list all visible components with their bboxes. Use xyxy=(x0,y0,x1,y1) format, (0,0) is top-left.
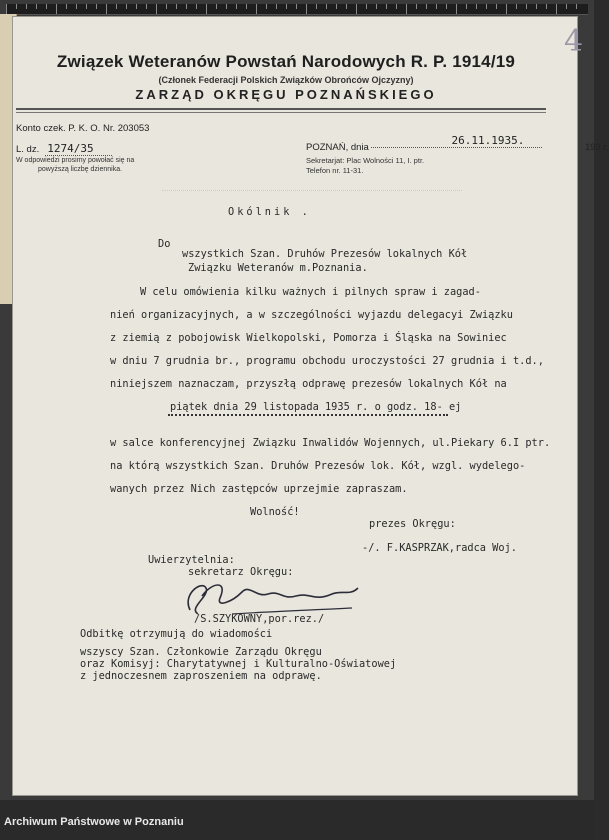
ruler-tick xyxy=(176,4,177,9)
ruler-tick xyxy=(166,4,167,9)
ruler-tick xyxy=(126,4,127,9)
ruler-tick xyxy=(526,4,527,9)
place-date xyxy=(306,134,609,153)
addressee-prefix: Do xyxy=(158,238,171,250)
handwritten-signature-icon xyxy=(172,574,372,618)
ruler-tick xyxy=(306,4,307,14)
letterhead-rule-thin xyxy=(16,112,546,113)
date-value: 26.11.1935. xyxy=(371,134,542,148)
ruler-tick xyxy=(416,4,417,9)
ruler-tick xyxy=(296,4,297,9)
faint-stamp-trace xyxy=(162,180,462,191)
ruler-tick xyxy=(146,4,147,9)
ruler-tick xyxy=(376,4,377,9)
ruler-tick xyxy=(256,4,257,14)
ref-number xyxy=(16,142,112,155)
ruler-tick xyxy=(336,4,337,9)
ruler-tick xyxy=(456,4,457,14)
place-label: POZNAŃ, dnia xyxy=(306,142,369,153)
ruler-tick xyxy=(486,4,487,9)
ruler-tick xyxy=(286,4,287,9)
ruler-tick xyxy=(26,4,27,9)
secretary-title: sekretarz Okręgu: xyxy=(188,566,294,578)
letterhead-office: ZARZĄD OKRĘGU POZNAŃSKIEGO xyxy=(135,87,437,102)
closing: Wolność! xyxy=(250,506,300,518)
archive-label: Archiwum Państwowe w Poznaniu xyxy=(4,816,184,828)
ruler-tick xyxy=(556,4,557,14)
copy-line: z jednoczesnem zaproszeniem na odprawę. xyxy=(80,670,322,682)
ruler-tick xyxy=(216,4,217,9)
letterhead-subtitle: (Członek Federacji Polskich Związków Obrońców Ojczyzny) xyxy=(158,75,414,85)
addressee-line: Związku Weteranów m.Poznania. xyxy=(188,262,368,274)
ruler-tick xyxy=(36,4,37,9)
ruler-tick xyxy=(316,4,317,9)
secretariat-address: Sekretarjat: Plac Wolności 11, I. ptr. xyxy=(306,156,425,165)
phone-number: Telefon nr. 11-31. xyxy=(306,166,364,175)
ruler-tick xyxy=(346,4,347,9)
ruler-tick xyxy=(356,4,357,14)
copy-line: wszyscy Szan. Członkowie Zarządu Okręgu xyxy=(80,646,322,658)
body-line: w dniu 7 grudnia br., programu obchodu uroczystości 27 grudnia i t.d., xyxy=(110,355,544,367)
bank-account: Konto czek. P. K. O. Nr. 203053 xyxy=(16,123,150,134)
body-line: na którą wszystkich Szan. Druhów Prezesów lok. Kół, wzgl. wydelego- xyxy=(110,460,526,472)
ruler-tick xyxy=(426,4,427,9)
secretary-name: /S.SZYKOWNY,por.rez./ xyxy=(194,613,325,625)
ruler-tick xyxy=(396,4,397,9)
ruler-tick xyxy=(156,4,157,14)
copy-line: oraz Komisyj: Charytatywnej i Kulturalno-Oświatowej xyxy=(80,658,397,670)
ruler-tick xyxy=(6,4,7,14)
president-signature: -/. F.KASPRZAK,radca Woj. xyxy=(362,542,517,554)
page-number-mark: 4 xyxy=(564,24,584,59)
ruler-tick xyxy=(236,4,237,9)
circular-heading: Okólnik . xyxy=(228,206,311,218)
ruler-tick xyxy=(76,4,77,9)
ruler-tick xyxy=(576,4,577,9)
ruler-tick xyxy=(96,4,97,9)
ruler-tick xyxy=(366,4,367,9)
ruler-tick xyxy=(496,4,497,9)
ref-value: 1274/35 xyxy=(45,142,111,156)
ruler-tick xyxy=(266,4,267,9)
body-line: niniejszem naznaczam, przyszłą odprawę prezesów lokalnych Kół na xyxy=(110,378,507,390)
meeting-underline xyxy=(168,414,448,416)
ruler-tick xyxy=(106,4,107,14)
ruler-tick xyxy=(386,4,387,9)
ruler-tick xyxy=(66,4,67,9)
letterhead-rule xyxy=(16,108,546,110)
meeting-date: piątek dnia 29 listopada 1935 r. o godz. 18- ej xyxy=(170,401,462,413)
ruler-tick xyxy=(436,4,437,9)
ruler-tick xyxy=(206,4,207,14)
ruler-tick xyxy=(226,4,227,9)
body-line: nień organizacyjnych, a w szczególności wyjazdu delegacyi Związku xyxy=(110,309,513,321)
reply-note-line: powyższą liczbę dziennika. xyxy=(38,166,123,173)
ruler-tick xyxy=(406,4,407,14)
body-line: w salce konferencyjnej Związku Inwalidów Wojennych, ul.Piekary 6.I ptr. xyxy=(110,437,551,449)
ruler-tick xyxy=(16,4,17,9)
footer-bar xyxy=(0,800,594,840)
ruler-tick xyxy=(326,4,327,9)
ruler-tick xyxy=(46,4,47,9)
body-line: W celu omówienia kilku ważnych i pilnych spraw i zagad- xyxy=(140,286,481,298)
ruler-tick xyxy=(136,4,137,9)
ruler-tick xyxy=(56,4,57,14)
body-line: z ziemią z pobojowisk Wielkopolski, Pomorza i Śląska na Sowiniec xyxy=(110,332,507,344)
addressee-line: wszystkich Szan. Druhów Prezesów lokalnych Kół xyxy=(182,248,468,260)
ruler-tick xyxy=(566,4,567,9)
ruler-tick xyxy=(186,4,187,9)
ruler-tick xyxy=(516,4,517,9)
ruler-tick xyxy=(246,4,247,9)
ruler-tick xyxy=(536,4,537,9)
body-line: wanych przez Nich zastępców uprzejmie zapraszam. xyxy=(110,483,408,495)
ruler-tick xyxy=(506,4,507,14)
letterhead-title: Związek Weteranów Powstań Narodowych R. P. 1914/19 xyxy=(56,52,516,71)
ruler-tick xyxy=(276,4,277,9)
ruler-tick xyxy=(546,4,547,9)
year-suffix: 193 r. xyxy=(584,142,609,153)
ruler-tick xyxy=(466,4,467,9)
copy-heading: Odbitkę otrzymują do wiadomości xyxy=(80,628,273,640)
document-page xyxy=(12,16,609,796)
reply-note xyxy=(16,156,134,174)
ruler-tick xyxy=(476,4,477,9)
reply-note-line: W odpowiedzi prosimy powołać się na xyxy=(16,157,135,164)
ruler-tick xyxy=(446,4,447,9)
certify-label: Uwierzytelnia: xyxy=(148,554,235,566)
scan-ruler xyxy=(6,4,588,15)
ruler-tick xyxy=(116,4,117,9)
ref-label: L. dz. xyxy=(16,144,40,155)
president-title: prezes Okręgu: xyxy=(369,518,456,530)
ruler-tick xyxy=(196,4,197,9)
ruler-tick xyxy=(86,4,87,9)
